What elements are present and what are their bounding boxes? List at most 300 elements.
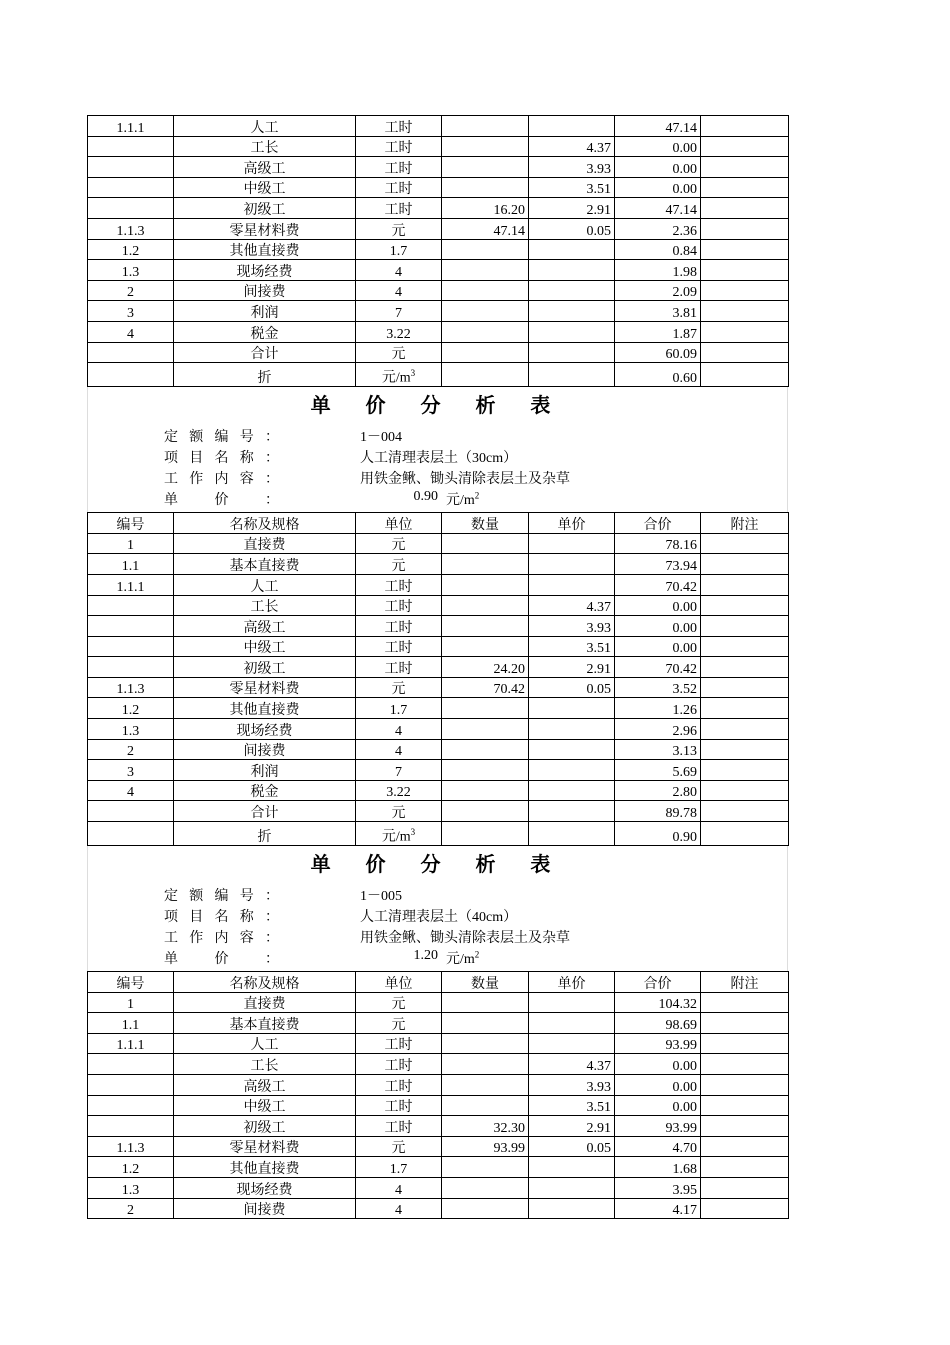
cell-name: 初级工 bbox=[174, 1116, 356, 1137]
cell-unit-price: 3.51 bbox=[529, 177, 615, 198]
header-quantity: 数量 bbox=[442, 513, 529, 534]
cell-amount: 78.16 bbox=[615, 533, 701, 554]
cell-unit-price: 0.05 bbox=[529, 218, 615, 239]
cell-remark bbox=[701, 157, 789, 178]
cell-amount: 0.00 bbox=[615, 1054, 701, 1075]
cell-amount: 1.98 bbox=[615, 260, 701, 281]
cell-unit-price bbox=[529, 719, 615, 740]
cell-remark bbox=[701, 822, 789, 846]
cell-amount: 0.00 bbox=[615, 157, 701, 178]
cell-unit: 3.22 bbox=[356, 321, 442, 342]
cell-unit: 7 bbox=[356, 760, 442, 781]
cell-quantity bbox=[442, 554, 529, 575]
cell-unit-price bbox=[529, 1177, 615, 1198]
cell-unit: 元 bbox=[356, 801, 442, 822]
table-row bbox=[88, 1075, 789, 1096]
table-row bbox=[88, 1157, 789, 1178]
cell-name: 其他直接费 bbox=[174, 1157, 356, 1178]
info-label: 工 作 内 容 ： bbox=[164, 931, 279, 947]
cell-code: 4 bbox=[88, 780, 174, 801]
table-row bbox=[88, 363, 789, 387]
cell-unit-price bbox=[529, 760, 615, 781]
header-amount: 合价 bbox=[615, 513, 701, 534]
cell-remark bbox=[701, 136, 789, 157]
cell-name: 间接费 bbox=[174, 280, 356, 301]
cell-name: 人工 bbox=[174, 116, 356, 137]
cell-unit: 元 bbox=[356, 342, 442, 363]
cell-name: 基本直接费 bbox=[174, 554, 356, 575]
table-row bbox=[88, 1198, 789, 1219]
cell-code bbox=[88, 1054, 174, 1075]
cell-unit: 元$/m^3$ bbox=[356, 822, 442, 846]
cell-code bbox=[88, 136, 174, 157]
cell-name: 利润 bbox=[174, 301, 356, 322]
cell-unit: 4 bbox=[356, 280, 442, 301]
cell-code: 4 bbox=[88, 321, 174, 342]
cell-name: 零星材料费 bbox=[174, 677, 356, 698]
cell-remark bbox=[701, 177, 789, 198]
cell-unit: 工时 bbox=[356, 116, 442, 137]
table-row bbox=[88, 760, 789, 781]
cell-amount: 1.68 bbox=[615, 1157, 701, 1178]
cell-unit-price bbox=[529, 554, 615, 575]
cell-code: 1.1.1 bbox=[88, 1033, 174, 1054]
table-row bbox=[88, 719, 789, 740]
info-line bbox=[88, 885, 787, 905]
cell-remark bbox=[701, 239, 789, 260]
cell-unit: 7 bbox=[356, 301, 442, 322]
cell-remark bbox=[701, 992, 789, 1013]
cell-name: 中级工 bbox=[174, 636, 356, 657]
table-row bbox=[88, 280, 789, 301]
cell-unit-price bbox=[529, 1033, 615, 1054]
table-row bbox=[88, 1116, 789, 1137]
info-value: 人工清理表层土（40cm） bbox=[360, 910, 518, 926]
table-row bbox=[88, 136, 789, 157]
info-label: 单 价 ： bbox=[164, 493, 279, 509]
table-row bbox=[88, 116, 789, 137]
cell-unit: 工时 bbox=[356, 1116, 442, 1137]
cell-quantity bbox=[442, 136, 529, 157]
cell-quantity bbox=[442, 1033, 529, 1054]
info-line bbox=[88, 468, 787, 488]
cell-unit: 工时 bbox=[356, 136, 442, 157]
cell-code bbox=[88, 157, 174, 178]
cell-unit-price: 0.05 bbox=[529, 677, 615, 698]
info-line bbox=[88, 927, 787, 947]
cell-unit-price bbox=[529, 739, 615, 760]
cell-unit: 工时 bbox=[356, 595, 442, 616]
info-label: 工 作 内 容 ： bbox=[164, 472, 279, 488]
cell-amount: 2.36 bbox=[615, 218, 701, 239]
table-row bbox=[88, 301, 789, 322]
cell-quantity: 70.42 bbox=[442, 677, 529, 698]
table-row bbox=[88, 533, 789, 554]
cell-unit-price bbox=[529, 1157, 615, 1178]
cell-unit-price: 4.37 bbox=[529, 136, 615, 157]
spreadsheet-page bbox=[87, 115, 788, 1219]
cell-name: 直接费 bbox=[174, 992, 356, 1013]
cell-remark bbox=[701, 321, 789, 342]
cell-remark bbox=[701, 260, 789, 281]
cell-remark bbox=[701, 574, 789, 595]
cell-quantity bbox=[442, 1157, 529, 1178]
table-row bbox=[88, 1136, 789, 1157]
cell-code bbox=[88, 1095, 174, 1116]
cell-unit: 工时 bbox=[356, 574, 442, 595]
cell-name: 合计 bbox=[174, 342, 356, 363]
cell-remark bbox=[701, 1095, 789, 1116]
cell-amount: 60.09 bbox=[615, 342, 701, 363]
cell-code: 1 bbox=[88, 533, 174, 554]
cell-code bbox=[88, 616, 174, 637]
cell-unit-price: 2.91 bbox=[529, 657, 615, 678]
cell-name: 零星材料费 bbox=[174, 1136, 356, 1157]
header-code: 编号 bbox=[88, 513, 174, 534]
cell-remark bbox=[701, 1033, 789, 1054]
cell-code bbox=[88, 822, 174, 846]
column-header-row bbox=[88, 513, 789, 534]
cell-code bbox=[88, 342, 174, 363]
cell-code: 1.2 bbox=[88, 698, 174, 719]
header-name: 名称及规格 bbox=[174, 513, 356, 534]
cell-code: 2 bbox=[88, 1198, 174, 1219]
cell-remark bbox=[701, 636, 789, 657]
header-unit: 单位 bbox=[356, 972, 442, 993]
info-label: 项 目 名 称 ： bbox=[164, 451, 279, 467]
cell-code bbox=[88, 198, 174, 219]
cell-amount: 2.96 bbox=[615, 719, 701, 740]
cell-remark bbox=[701, 1157, 789, 1178]
cell-amount: 1.26 bbox=[615, 698, 701, 719]
unit-price-value: 1.20 bbox=[413, 948, 438, 964]
cell-amount: 0.00 bbox=[615, 616, 701, 637]
cell-code: 1 bbox=[88, 992, 174, 1013]
cell-name: 利润 bbox=[174, 760, 356, 781]
cell-unit: 1.7 bbox=[356, 1157, 442, 1178]
cell-amount: 47.14 bbox=[615, 116, 701, 137]
cell-code: 3 bbox=[88, 301, 174, 322]
table-row bbox=[88, 177, 789, 198]
cell-remark bbox=[701, 280, 789, 301]
header-quantity: 数量 bbox=[442, 972, 529, 993]
cell-code: 1.1 bbox=[88, 1013, 174, 1034]
cell-unit: 4 bbox=[356, 739, 442, 760]
cell-remark bbox=[701, 1013, 789, 1034]
cell-quantity bbox=[442, 363, 529, 387]
cell-quantity bbox=[442, 616, 529, 637]
header-code: 编号 bbox=[88, 972, 174, 993]
cell-quantity bbox=[442, 157, 529, 178]
cell-quantity bbox=[442, 595, 529, 616]
cell-unit: 4 bbox=[356, 719, 442, 740]
cell-remark bbox=[701, 1116, 789, 1137]
cell-unit-price bbox=[529, 301, 615, 322]
table-row bbox=[88, 595, 789, 616]
cell-amount: 3.13 bbox=[615, 739, 701, 760]
cell-unit: 4 bbox=[356, 260, 442, 281]
cell-unit-price: 3.93 bbox=[529, 157, 615, 178]
cell-quantity bbox=[442, 780, 529, 801]
table-row bbox=[88, 239, 789, 260]
cell-name: 税金 bbox=[174, 321, 356, 342]
cell-unit: 元 bbox=[356, 554, 442, 575]
cell-amount: 73.94 bbox=[615, 554, 701, 575]
table-row bbox=[88, 1033, 789, 1054]
cell-code bbox=[88, 177, 174, 198]
cell-quantity bbox=[442, 822, 529, 846]
cell-unit: 元$/m^3$ bbox=[356, 363, 442, 387]
info-label: 定 额 编 号 ： bbox=[164, 430, 279, 446]
cell-unit-price bbox=[529, 698, 615, 719]
cell-code: 1.1.1 bbox=[88, 574, 174, 595]
cell-quantity bbox=[442, 116, 529, 137]
cell-name: 折 bbox=[174, 822, 356, 846]
cell-code bbox=[88, 595, 174, 616]
cell-unit-price: 0.05 bbox=[529, 1136, 615, 1157]
table-row bbox=[88, 342, 789, 363]
unit-price-unit: 元$/m^2$ bbox=[446, 949, 480, 968]
cell-amount: 3.52 bbox=[615, 677, 701, 698]
cell-quantity: 47.14 bbox=[442, 218, 529, 239]
cell-amount: 0.00 bbox=[615, 1075, 701, 1096]
section-title: 单 价 分 析 表 bbox=[310, 393, 565, 418]
cell-unit: 工时 bbox=[356, 177, 442, 198]
cell-remark bbox=[701, 1075, 789, 1096]
cell-remark bbox=[701, 1054, 789, 1075]
cell-unit-price: 3.51 bbox=[529, 636, 615, 657]
table-row bbox=[88, 616, 789, 637]
cell-name: 工长 bbox=[174, 595, 356, 616]
cell-unit: 1.7 bbox=[356, 698, 442, 719]
header-unit: 单位 bbox=[356, 513, 442, 534]
cell-unit-price bbox=[529, 533, 615, 554]
cell-quantity bbox=[442, 739, 529, 760]
cell-remark bbox=[701, 739, 789, 760]
cell-unit-price: 3.93 bbox=[529, 1075, 615, 1096]
cell-code: 1.1.3 bbox=[88, 218, 174, 239]
info-line bbox=[88, 906, 787, 926]
cell-name: 工长 bbox=[174, 136, 356, 157]
cell-name: 高级工 bbox=[174, 157, 356, 178]
cell-name: 高级工 bbox=[174, 616, 356, 637]
cell-code bbox=[88, 1075, 174, 1096]
table-row bbox=[88, 822, 789, 846]
cell-name: 间接费 bbox=[174, 739, 356, 760]
cell-quantity bbox=[442, 260, 529, 281]
cell-unit: 元 bbox=[356, 1013, 442, 1034]
cell-quantity bbox=[442, 239, 529, 260]
info-label: 单 价 ： bbox=[164, 952, 279, 968]
cell-unit-price: 3.93 bbox=[529, 616, 615, 637]
column-header-row bbox=[88, 972, 789, 993]
cell-amount: 0.00 bbox=[615, 136, 701, 157]
table-row bbox=[88, 260, 789, 281]
cell-unit: 元 bbox=[356, 218, 442, 239]
cell-quantity bbox=[442, 1013, 529, 1034]
info-value: 用铁金鳅、锄头清除表层土及杂草 bbox=[360, 472, 570, 488]
cell-unit: 3.22 bbox=[356, 780, 442, 801]
cell-amount: 0.84 bbox=[615, 239, 701, 260]
info-line bbox=[88, 948, 787, 968]
cell-quantity: 16.20 bbox=[442, 198, 529, 219]
cell-unit: 工时 bbox=[356, 1054, 442, 1075]
cell-name: 合计 bbox=[174, 801, 356, 822]
info-value: 人工清理表层土（30cm） bbox=[360, 451, 518, 467]
cell-unit-price bbox=[529, 1013, 615, 1034]
cell-remark bbox=[701, 218, 789, 239]
cell-amount: 70.42 bbox=[615, 657, 701, 678]
header-remark: 附注 bbox=[701, 972, 789, 993]
table-row bbox=[88, 677, 789, 698]
table-row bbox=[88, 1054, 789, 1075]
cell-name: 人工 bbox=[174, 574, 356, 595]
cell-remark bbox=[701, 719, 789, 740]
cell-code bbox=[88, 363, 174, 387]
cell-quantity bbox=[442, 301, 529, 322]
cell-quantity bbox=[442, 636, 529, 657]
header-unit-price: 单价 bbox=[529, 513, 615, 534]
cell-remark bbox=[701, 801, 789, 822]
cell-remark bbox=[701, 342, 789, 363]
cell-quantity bbox=[442, 719, 529, 740]
cell-amount: 93.99 bbox=[615, 1033, 701, 1054]
table-row bbox=[88, 218, 789, 239]
cell-quantity bbox=[442, 760, 529, 781]
cell-amount: 1.87 bbox=[615, 321, 701, 342]
cell-amount: 89.78 bbox=[615, 801, 701, 822]
cell-unit: 工时 bbox=[356, 157, 442, 178]
cell-quantity bbox=[442, 801, 529, 822]
cell-quantity bbox=[442, 177, 529, 198]
table-row bbox=[88, 321, 789, 342]
cell-unit-price: 4.37 bbox=[529, 1054, 615, 1075]
cell-name: 零星材料费 bbox=[174, 218, 356, 239]
cell-code bbox=[88, 636, 174, 657]
unit-price-unit: 元$/m^2$ bbox=[446, 490, 480, 509]
cell-quantity bbox=[442, 342, 529, 363]
cell-amount: 2.09 bbox=[615, 280, 701, 301]
cell-unit: 1.7 bbox=[356, 239, 442, 260]
cell-quantity bbox=[442, 280, 529, 301]
cell-unit: 4 bbox=[356, 1198, 442, 1219]
cell-unit-price bbox=[529, 116, 615, 137]
cell-unit: 工时 bbox=[356, 616, 442, 637]
info-label: 项 目 名 称 ： bbox=[164, 910, 279, 926]
header-amount: 合价 bbox=[615, 972, 701, 993]
table-row bbox=[88, 157, 789, 178]
cell-code: 1.1.3 bbox=[88, 677, 174, 698]
cell-code: 1.1.3 bbox=[88, 1136, 174, 1157]
table-row bbox=[88, 992, 789, 1013]
cell-code bbox=[88, 657, 174, 678]
cell-name: 间接费 bbox=[174, 1198, 356, 1219]
cell-amount: 0.00 bbox=[615, 595, 701, 616]
cell-unit-price bbox=[529, 260, 615, 281]
cell-code: 1.3 bbox=[88, 719, 174, 740]
cell-amount: 4.70 bbox=[615, 1136, 701, 1157]
cell-unit-price bbox=[529, 342, 615, 363]
cell-name: 基本直接费 bbox=[174, 1013, 356, 1034]
cell-name: 中级工 bbox=[174, 1095, 356, 1116]
section-title: 单 价 分 析 表 bbox=[310, 852, 565, 877]
cell-amount: 70.42 bbox=[615, 574, 701, 595]
cell-remark bbox=[701, 698, 789, 719]
cell-unit-price: 2.91 bbox=[529, 1116, 615, 1137]
header-remark: 附注 bbox=[701, 513, 789, 534]
cell-name: 直接费 bbox=[174, 533, 356, 554]
cell-quantity bbox=[442, 1198, 529, 1219]
cell-unit: 工时 bbox=[356, 1095, 442, 1116]
cell-quantity bbox=[442, 1075, 529, 1096]
cell-unit-price bbox=[529, 780, 615, 801]
cell-quantity bbox=[442, 698, 529, 719]
cell-unit-price: 3.51 bbox=[529, 1095, 615, 1116]
analysis-table bbox=[87, 512, 789, 846]
cell-name: 工长 bbox=[174, 1054, 356, 1075]
header-name: 名称及规格 bbox=[174, 972, 356, 993]
cell-unit-price bbox=[529, 321, 615, 342]
cell-amount: 104.32 bbox=[615, 992, 701, 1013]
cell-remark bbox=[701, 1136, 789, 1157]
cell-unit-price bbox=[529, 239, 615, 260]
cell-quantity bbox=[442, 1054, 529, 1075]
cell-remark bbox=[701, 198, 789, 219]
cell-amount: 98.69 bbox=[615, 1013, 701, 1034]
table-row bbox=[88, 1177, 789, 1198]
cell-name: 高级工 bbox=[174, 1075, 356, 1096]
cell-code: 3 bbox=[88, 760, 174, 781]
info-line bbox=[88, 489, 787, 509]
cell-remark bbox=[701, 657, 789, 678]
cell-remark bbox=[701, 301, 789, 322]
cell-unit: 元 bbox=[356, 533, 442, 554]
table-row bbox=[88, 636, 789, 657]
table-row bbox=[88, 698, 789, 719]
analysis-table bbox=[87, 971, 789, 1219]
cell-name: 初级工 bbox=[174, 198, 356, 219]
cell-unit: 工时 bbox=[356, 636, 442, 657]
cell-unit: 工时 bbox=[356, 198, 442, 219]
cell-name: 现场经费 bbox=[174, 260, 356, 281]
table-row bbox=[88, 739, 789, 760]
cell-code: 1.2 bbox=[88, 1157, 174, 1178]
cell-name: 其他直接费 bbox=[174, 239, 356, 260]
cell-amount: 93.99 bbox=[615, 1116, 701, 1137]
cell-code: 1.1.1 bbox=[88, 116, 174, 137]
cell-amount: 0.90 bbox=[615, 822, 701, 846]
cell-remark bbox=[701, 677, 789, 698]
cell-remark bbox=[701, 363, 789, 387]
cell-name: 折 bbox=[174, 363, 356, 387]
cell-unit-price bbox=[529, 822, 615, 846]
cell-unit: 工时 bbox=[356, 657, 442, 678]
cell-amount: 0.00 bbox=[615, 1095, 701, 1116]
cell-quantity: 32.30 bbox=[442, 1116, 529, 1137]
cell-unit: 元 bbox=[356, 992, 442, 1013]
cell-amount: 2.80 bbox=[615, 780, 701, 801]
cell-unit-price bbox=[529, 1198, 615, 1219]
cell-code: 2 bbox=[88, 739, 174, 760]
cell-remark bbox=[701, 554, 789, 575]
cell-unit: 元 bbox=[356, 677, 442, 698]
cell-remark bbox=[701, 616, 789, 637]
cell-name: 现场经费 bbox=[174, 1177, 356, 1198]
cell-name: 中级工 bbox=[174, 177, 356, 198]
cell-name: 初级工 bbox=[174, 657, 356, 678]
cell-quantity bbox=[442, 1177, 529, 1198]
info-line bbox=[88, 447, 787, 467]
